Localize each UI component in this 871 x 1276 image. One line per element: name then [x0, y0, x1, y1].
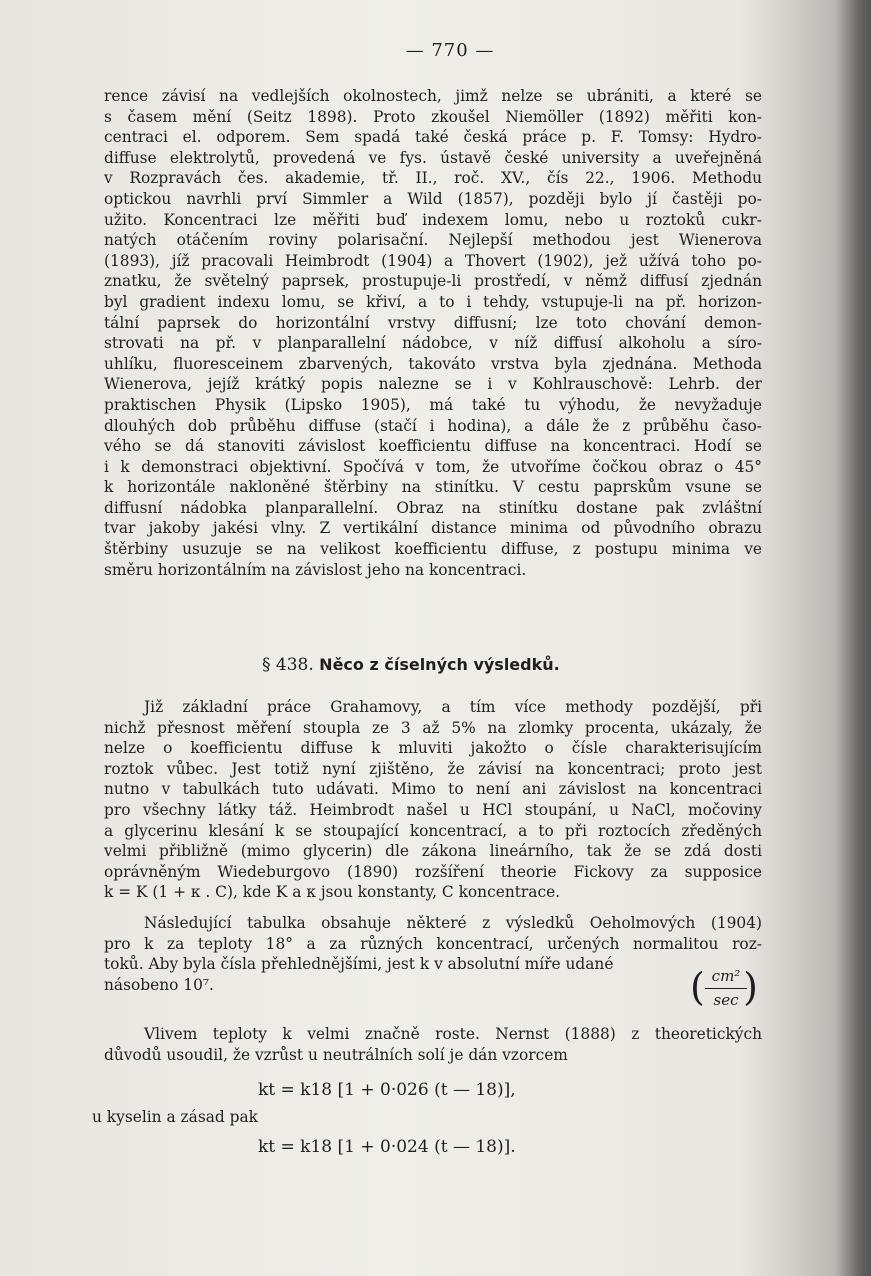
section-number: § 438.	[262, 655, 314, 675]
text-line: znatku, že světelný paprsek, prostupuje-li prostředí, v němž diffusí zjednán	[104, 272, 762, 291]
text-line: násobeno 10⁷.	[104, 975, 214, 994]
text-line: Následující tabulka obsahuje některé z výsledků Oeholmových (1904)	[144, 914, 762, 932]
text-line: byl gradient indexu lomu, se křiví, a to i tehdy, vstupuje-li na př. horizon-	[104, 292, 762, 311]
formula-caption: u kyselin a zásad pak	[92, 1108, 259, 1126]
text-line: diffuse elektrolytů, provedená ve fys. ústavě české university a uveřejněná	[104, 148, 762, 167]
section-heading	[262, 655, 682, 675]
formula-neutral-salts: kt = k18 [1 + 0·026 (t — 18)],	[258, 1080, 516, 1100]
text-line: strovati na př. v planparallelní nádobce, v níž diffusí alkoholu a síro-	[104, 334, 762, 353]
text-line: (1893), jíž pracovali Heimbrodt (1904) a Thovert (1902), jež užívá toho po-	[104, 251, 762, 270]
text-line: optickou navrhli prví Simmler a Wild (1857), později bylo jí častěji po-	[104, 189, 762, 208]
fraction-numerator: cm²	[711, 967, 741, 985]
text-line: natých otáčením roviny polarisační. Nejlepší methodou jest Wienerova	[104, 231, 762, 250]
text-line: nutno v tabulkách tuto udávati. Mimo to není ani závislost na koncentraci	[104, 780, 762, 799]
text-line: a glycerinu klesání k se stoupající koncentrací, a to při roztocích zředěných	[104, 821, 762, 840]
text-line: k = K (1 + κ . C), kde K a κ jsou konstanty, C koncentrace.	[104, 883, 561, 902]
text-line: užito. Koncentraci lze měřiti buď indexem lomu, nebo u roztoků cukr-	[104, 210, 762, 229]
text-line: Již základní práce Grahamovy, a tím více methody pozdější, při	[144, 698, 762, 716]
open-paren: (	[690, 965, 705, 1009]
text-line: vého se dá stanoviti závislost koefficientu diffuse na koncentraci. Hodí se	[104, 437, 762, 456]
text-line: dlouhých dob průběhu diffuse (stačí i hodina), a dále že z průběhu časo-	[104, 416, 762, 435]
text-line: i k demonstraci objektivní. Spočívá v tom, že utvoříme čočkou obraz o 45°	[104, 457, 762, 476]
text-line: praktischen Physik (Lipsko 1905), má také tu výhodu, že nevyžaduje	[104, 395, 762, 414]
paragraph-2	[104, 697, 762, 903]
text-line: důvodů usoudil, že vzrůst u neutrálních solí je dán vzorcem	[104, 1045, 568, 1064]
text-line: nichž přesnost měření stoupla ze 3 až 5% na zlomky procenta, ukázaly, že	[104, 718, 762, 737]
formula-acids-bases: kt = k18 [1 + 0·024 (t — 18)].	[258, 1137, 516, 1157]
close-paren: )	[743, 965, 758, 1009]
text-line: pro všechny látky táž. Heimbrodt našel u HCl stoupání, u NaCl, močoviny	[104, 800, 762, 819]
section-title: Něco z číselných výsledků.	[319, 655, 560, 674]
text-line: diffusní nádobka planparallelní. Obraz na stinítku dostane pak zvláštní	[104, 498, 762, 517]
paragraph-3	[104, 913, 762, 995]
text-line: centraci el. odporem. Sem spadá také česká práce p. F. Tomsy: Hydro-	[104, 128, 762, 147]
text-line: oprávněným Wiedeburgovo (1890) rozšíření theorie Fickovy za supposice	[104, 862, 762, 881]
text-line: Vlivem teploty k velmi značně roste. Nernst (1888) z theoretických	[144, 1025, 762, 1043]
text-line: štěrbiny usuzuje se na velikost koefficientu diffuse, z postupu minima ve	[104, 540, 762, 559]
text-line: s časem mění (Seitz 1898). Proto zkoušel Niemöller (1892) měřiti kon-	[104, 107, 762, 126]
fraction-bar	[705, 988, 747, 989]
text-line: toků. Aby byla čísla přehlednějšími, jest k v absolutní míře udané	[104, 955, 614, 974]
page-binding-shadow	[835, 0, 871, 1276]
text-line: Wienerova, jejíž krátký popis nalezne se i v Kohlrauschově: Lehrb. der	[104, 375, 762, 394]
text-line: pro k za teploty 18° a za různých koncentrací, určených normalitou roz-	[104, 934, 762, 953]
page-number: — 770 —	[405, 40, 495, 61]
text-line: směru horizontálním na závislost jeho na koncentraci.	[104, 560, 527, 579]
text-line: rence závisí na vedlejších okolnostech, jimž nelze se ubrániti, a které se	[104, 87, 762, 105]
text-line: k horizontále nakloněné štěrbiny na stinítku. V cestu paprskům vsune se	[104, 478, 762, 497]
text-line: velmi přibližně (mimo glycerin) dle zákona lineárního, tak že se zdá dosti	[104, 842, 762, 861]
text-line: v Rozpravách čes. akademie, tř. II., roč. XV., čís 22., 1906. Methodu	[104, 169, 762, 188]
fraction-denominator: sec	[713, 991, 739, 1009]
paragraph-1	[104, 86, 762, 580]
paragraph-4	[104, 1024, 762, 1065]
unit-fraction	[690, 967, 760, 1013]
text-line: roztok vůbec. Jest totiž nyní zjištěno, že závisí na koncentraci; proto jest	[104, 759, 762, 778]
text-line: tvar jakoby jakési vlny. Z vertikální distance minima od původního obrazu	[104, 519, 762, 538]
text-line: tální paprsek do horizontální vrstvy diffusní; lze toto chování demon-	[104, 313, 762, 332]
text-line: uhlíku, fluoresceinem zbarvených, takováto vrstva byla zjednána. Methoda	[104, 354, 762, 373]
text-line: nelze o koefficientu diffuse k mluviti jakožto o čísle charakterisujícím	[104, 739, 762, 758]
